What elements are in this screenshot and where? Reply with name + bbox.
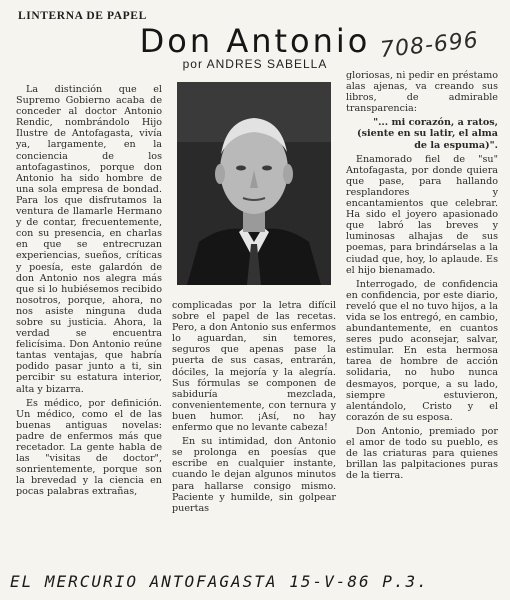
article-title: Don Antonio	[139, 22, 371, 60]
handwritten-source-note: EL MERCURIO ANTOFAGASTA 15-V-86 P.3.	[10, 572, 429, 591]
paragraph: La distinción que el Supremo Gobierno acaba de conceder al doctor Antonio Rendic, nombrándolo Hijo Ilustre de Antofagasta, vivía ya, largamente, en la conciencia de los antofagastinos, porque don Antonio ha sido hombre de una sola empresa de bondad. Para los que disfrutamos la ventura de llamarle Hermano y de contar, frecuentemente, con su presencia, en charlas en que se entrecruzan experiencias, sueños, críticas y poesía, este galardón de don Antonio nos alegra más que si lo hubiésemos recibido nosotros, porque, ahora, no nos asiste ninguna duda sobre su justicia. Ahora, la verdad se encuentra felicísima. Don Antonio reúne tantas ventajas, que habría podido pasar junto a ti, sin percibir su estatura interior, alta y bizarra.	[16, 84, 162, 395]
portrait-photo	[177, 82, 331, 285]
paragraph: En su intimidad, don Antonio se prolonga en poesías que escribe en cualquier instante, cuando le dejan algunos minutos para hallarse consigo mismo. Paciente y humilde, sin golpear puertas	[172, 436, 336, 514]
paragraph: Es médico, por definición. Un médico, como el de las buenas antiguas novelas: padre de enfermos más que recetador. La gente habla de las "visitas de doctor", sonrientemente, porque son la brevedad y la ciencia en pocas palabras extrañas,	[16, 397, 162, 498]
article-column-right	[346, 70, 498, 568]
article-column-middle	[172, 300, 336, 568]
paragraph: Enamorado fiel de "su" Antofagasta, por donde quiera que pase, para hallando resplandores y encantamientos que celebrar. Ha sido el joyero apasionado que labró las breves y luminosas alhajas de sus poemas, para brindárselas a la ciudad que, hoy, lo aplaude. Es el hijo bienamado.	[346, 153, 498, 276]
paragraph: gloriosas, ni pedir en préstamo alas ajenas, va creando sus libros, de admirable transparencia:	[346, 70, 498, 115]
byline: por ANDRES SABELLA	[182, 57, 328, 71]
paragraph: Don Antonio, premiado por el amor de todo su pueblo, es de las criaturas para quienes brillan las palpitaciones puras de la tierra.	[346, 425, 498, 482]
portrait-image	[177, 82, 331, 285]
paragraph: complicadas por la letra difícil sobre el papel de las recetas. Pero, a don Antonio sus enfermos lo aguardan, sin temores, seguros que apenas pase la puerta de sus casas, entrarán, dóciles, la mejoría y la alegría. Sus fórmulas se componen de sabiduría mezclada, convenientemente, con ternura y buen humor. ¡Así, no hay enfermo que no levante cabeza!	[172, 300, 336, 434]
verse-quote: "... mi corazón, a ratos, (siente en su latir, el alma de la espuma)".	[357, 117, 498, 151]
section-label: LINTERNA DE PAPEL	[18, 10, 147, 22]
paragraph: Interrogado, de confidencia en confidencia, por este diario, reveló que el no tuvo hijos, a la vida se los entregó, en cambio, abundantemente, en cuantos seres pudo aconsejar, salvar, estimular. En esta hermosa tarea de hombre de acción solidaria, no hubo nunca desmayos, porque, a su lado, siempre estuvieron, alentándolo, Cristo y el corazón de su esposa.	[346, 278, 498, 423]
article-column-left	[16, 84, 162, 568]
handwritten-catalog-number: 708-696	[378, 27, 480, 64]
